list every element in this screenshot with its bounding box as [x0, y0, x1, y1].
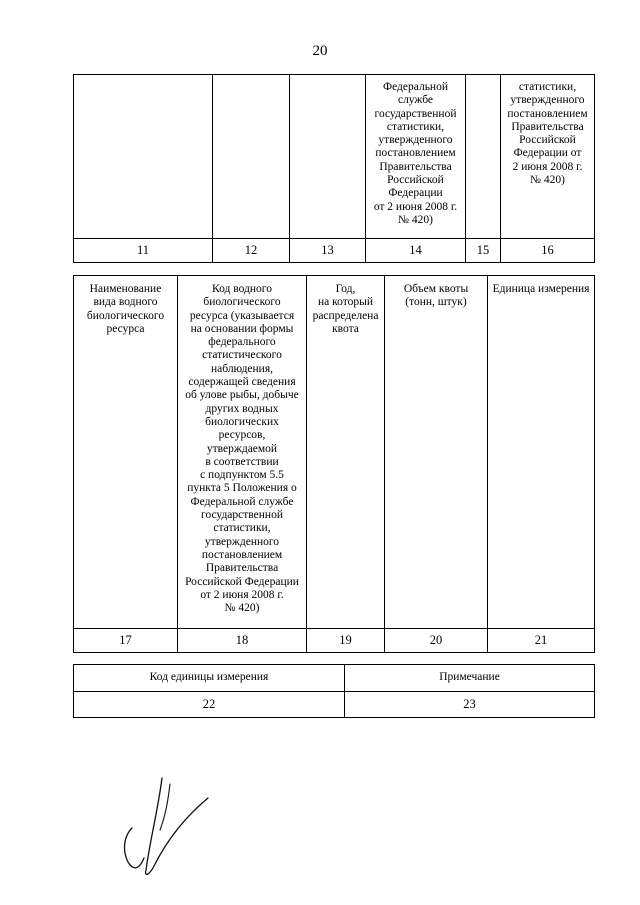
col-number: 22: [74, 692, 345, 718]
continuation-table: [73, 74, 595, 263]
page-number: 20: [312, 43, 328, 59]
col-number: 21: [488, 629, 595, 653]
col-16-text: статистики, утвержденного постановлением Правительства Российской Федерации от 2 июня 2008 г. № 420): [507, 81, 588, 187]
col-14-cell: [366, 75, 466, 239]
header-resource-code: Код водного биологического ресурса (указывается на основании формы федерального статистического наблюдения, содержащей сведения об улове рыбы, добыче других водных биологических ресурсов, утверждаемой в соответствии с подпунктом 5.5 пункта 5 Положения о Федеральной службе государственной статистики, утвержденного постановлением Правительства Российской Федерации от 2 июня 2008 г. № 420): [178, 276, 307, 629]
header-quota-volume: Объем квоты (тонн, штук): [385, 276, 488, 629]
col-number: 19: [307, 629, 385, 653]
col-12-cell: [213, 75, 290, 239]
col-number: 12: [213, 239, 290, 263]
signature-mark: [110, 770, 220, 880]
header-resource-name: Наименование вида водного биологического ресурса: [74, 276, 178, 629]
col-number: 23: [345, 692, 595, 718]
header-unit-code: Код единицы измерения: [74, 665, 345, 692]
col-number: 20: [385, 629, 488, 653]
header-year: Год, на который распределена квота: [307, 276, 385, 629]
quota-table: [73, 275, 595, 653]
header-note: Примечание: [345, 665, 595, 692]
col-15-cell: [466, 75, 501, 239]
col-number: 13: [290, 239, 366, 263]
col-number: 14: [366, 239, 466, 263]
col-11-cell: [74, 75, 213, 239]
col-number: 17: [74, 629, 178, 653]
col-14-text: Федеральной службе государственной статистики, утвержденного постановлением Правительства Российской Федерации от 2 июня 2008 г. № 420): [373, 81, 458, 226]
header-unit: Единица измерения: [488, 276, 595, 629]
col-13-cell: [290, 75, 366, 239]
unit-code-table: [73, 664, 595, 718]
col-number: 16: [501, 239, 595, 263]
col-16-cell: [501, 75, 595, 239]
col-number: 18: [178, 629, 307, 653]
col-number: 11: [74, 239, 213, 263]
col-number: 15: [466, 239, 501, 263]
